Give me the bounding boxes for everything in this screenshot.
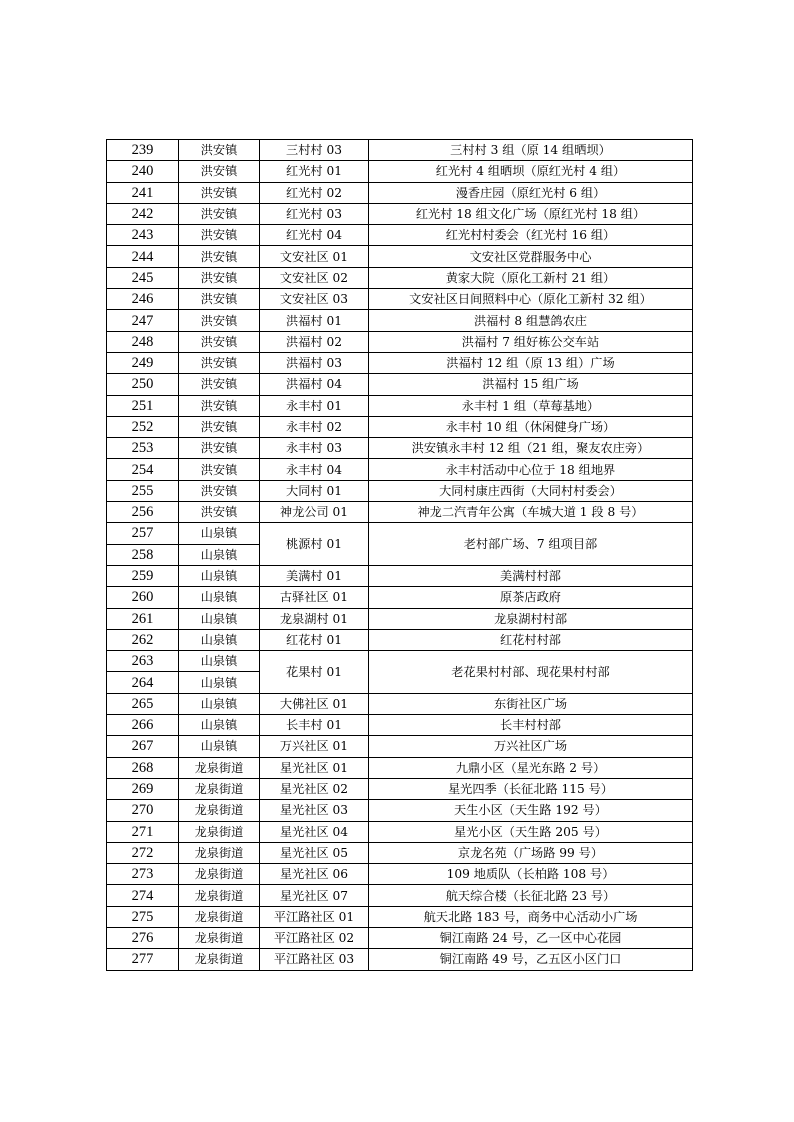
table-row xyxy=(107,267,693,288)
table-row xyxy=(107,715,693,736)
cell-no: 260 xyxy=(107,587,179,608)
cell-town: 洪安镇 xyxy=(179,182,260,203)
cell-unit: 永丰村 03 xyxy=(260,438,369,459)
cell-unit: 文安社区 03 xyxy=(260,289,369,310)
cell-no: 265 xyxy=(107,693,179,714)
cell-town: 洪安镇 xyxy=(179,310,260,331)
cell-site: 永丰村 10 组（休闲健身广场） xyxy=(369,416,693,437)
table-row xyxy=(107,246,693,267)
cell-no: 251 xyxy=(107,395,179,416)
cell-no: 263 xyxy=(107,651,179,672)
cell-no: 277 xyxy=(107,949,179,970)
cell-town: 龙泉街道 xyxy=(179,757,260,778)
cell-no: 239 xyxy=(107,140,179,161)
cell-town: 龙泉街道 xyxy=(179,778,260,799)
cell-unit: 平江路社区 01 xyxy=(260,906,369,927)
cell-no: 257 xyxy=(107,523,179,544)
cell-town: 山泉镇 xyxy=(179,544,260,565)
cell-site: 星光小区（天生路 205 号） xyxy=(369,821,693,842)
cell-site: 109 地质队（长柏路 108 号） xyxy=(369,864,693,885)
table-row xyxy=(107,395,693,416)
cell-site: 原茶店政府 xyxy=(369,587,693,608)
cell-town: 龙泉街道 xyxy=(179,800,260,821)
cell-site: 神龙二汽青年公寓（车城大道 1 段 8 号） xyxy=(369,502,693,523)
cell-unit: 红光村 03 xyxy=(260,203,369,224)
cell-site: 永丰村活动中心位于 18 组地界 xyxy=(369,459,693,480)
cell-unit: 星光社区 05 xyxy=(260,842,369,863)
table-row xyxy=(107,203,693,224)
cell-town: 洪安镇 xyxy=(179,459,260,480)
table-row xyxy=(107,800,693,821)
table-row xyxy=(107,331,693,352)
cell-site: 航天北路 183 号，商务中心活动小广场 xyxy=(369,906,693,927)
cell-unit: 洪福村 02 xyxy=(260,331,369,352)
cell-unit: 永丰村 01 xyxy=(260,395,369,416)
table-row xyxy=(107,310,693,331)
cell-no: 264 xyxy=(107,672,179,693)
cell-town: 山泉镇 xyxy=(179,736,260,757)
cell-site: 航天综合楼（长征北路 23 号） xyxy=(369,885,693,906)
cell-unit: 星光社区 04 xyxy=(260,821,369,842)
table-row xyxy=(107,225,693,246)
cell-no: 266 xyxy=(107,715,179,736)
cell-site: 红光村 4 组晒坝（原红光村 4 组） xyxy=(369,161,693,182)
cell-town: 山泉镇 xyxy=(179,693,260,714)
site-table-body xyxy=(107,140,693,971)
cell-no: 240 xyxy=(107,161,179,182)
cell-site: 长丰村村部 xyxy=(369,715,693,736)
cell-unit: 龙泉湖村 01 xyxy=(260,608,369,629)
cell-town: 山泉镇 xyxy=(179,629,260,650)
cell-town: 山泉镇 xyxy=(179,523,260,544)
cell-unit: 星光社区 06 xyxy=(260,864,369,885)
cell-site: 万兴社区广场 xyxy=(369,736,693,757)
table-row xyxy=(107,140,693,161)
cell-no: 243 xyxy=(107,225,179,246)
table-row xyxy=(107,352,693,373)
table-row xyxy=(107,885,693,906)
cell-unit: 文安社区 01 xyxy=(260,246,369,267)
cell-town: 龙泉街道 xyxy=(179,949,260,970)
cell-site: 洪福村 7 组好栋公交车站 xyxy=(369,331,693,352)
cell-site: 大同村康庄西街（大同村村委会） xyxy=(369,480,693,501)
cell-unit: 平江路社区 03 xyxy=(260,949,369,970)
cell-town: 洪安镇 xyxy=(179,438,260,459)
cell-site: 文安社区日间照料中心（原化工新村 32 组） xyxy=(369,289,693,310)
cell-site: 漫香庄园（原红光村 6 组） xyxy=(369,182,693,203)
table-row xyxy=(107,161,693,182)
cell-site: 老花果村村部、现花果村村部 xyxy=(369,651,693,694)
cell-site: 龙泉湖村村部 xyxy=(369,608,693,629)
cell-unit: 神龙公司 01 xyxy=(260,502,369,523)
cell-no: 271 xyxy=(107,821,179,842)
cell-town: 洪安镇 xyxy=(179,416,260,437)
cell-town: 龙泉街道 xyxy=(179,885,260,906)
cell-no: 252 xyxy=(107,416,179,437)
table-row xyxy=(107,182,693,203)
cell-unit: 红光村 04 xyxy=(260,225,369,246)
table-row xyxy=(107,608,693,629)
cell-no: 258 xyxy=(107,544,179,565)
cell-unit: 永丰村 02 xyxy=(260,416,369,437)
cell-town: 山泉镇 xyxy=(179,565,260,586)
cell-site: 美满村村部 xyxy=(369,565,693,586)
table-row xyxy=(107,821,693,842)
cell-no: 267 xyxy=(107,736,179,757)
table-row xyxy=(107,949,693,970)
table-row xyxy=(107,289,693,310)
cell-town: 洪安镇 xyxy=(179,225,260,246)
cell-no: 241 xyxy=(107,182,179,203)
cell-town: 洪安镇 xyxy=(179,203,260,224)
cell-town: 洪安镇 xyxy=(179,289,260,310)
cell-unit: 星光社区 07 xyxy=(260,885,369,906)
cell-site: 三村村 3 组（原 14 组晒坝） xyxy=(369,140,693,161)
cell-no: 269 xyxy=(107,778,179,799)
cell-unit: 平江路社区 02 xyxy=(260,927,369,948)
cell-no: 244 xyxy=(107,246,179,267)
cell-no: 253 xyxy=(107,438,179,459)
cell-site: 永丰村 1 组（草莓基地） xyxy=(369,395,693,416)
cell-town: 洪安镇 xyxy=(179,480,260,501)
cell-no: 270 xyxy=(107,800,179,821)
cell-site: 洪安镇永丰村 12 组（21 组，聚友农庄旁） xyxy=(369,438,693,459)
cell-site: 东街社区广场 xyxy=(369,693,693,714)
cell-site: 洪福村 8 组慧鸽农庄 xyxy=(369,310,693,331)
cell-site: 九鼎小区（星光东路 2 号） xyxy=(369,757,693,778)
cell-no: 268 xyxy=(107,757,179,778)
table-row xyxy=(107,757,693,778)
cell-unit: 红光村 01 xyxy=(260,161,369,182)
cell-unit: 三村村 03 xyxy=(260,140,369,161)
cell-unit: 红光村 02 xyxy=(260,182,369,203)
cell-unit: 洪福村 01 xyxy=(260,310,369,331)
cell-no: 246 xyxy=(107,289,179,310)
cell-no: 272 xyxy=(107,842,179,863)
cell-no: 248 xyxy=(107,331,179,352)
cell-unit: 洪福村 04 xyxy=(260,374,369,395)
cell-town: 洪安镇 xyxy=(179,161,260,182)
table-row xyxy=(107,693,693,714)
cell-town: 洪安镇 xyxy=(179,331,260,352)
cell-no: 247 xyxy=(107,310,179,331)
cell-town: 山泉镇 xyxy=(179,587,260,608)
cell-no: 261 xyxy=(107,608,179,629)
cell-town: 洪安镇 xyxy=(179,246,260,267)
table-row xyxy=(107,523,693,544)
cell-unit: 大佛社区 01 xyxy=(260,693,369,714)
table-row xyxy=(107,438,693,459)
table-row xyxy=(107,906,693,927)
cell-unit: 长丰村 01 xyxy=(260,715,369,736)
cell-unit: 古驿社区 01 xyxy=(260,587,369,608)
cell-unit: 星光社区 02 xyxy=(260,778,369,799)
cell-unit: 洪福村 03 xyxy=(260,352,369,373)
cell-site: 天生小区（天生路 192 号） xyxy=(369,800,693,821)
cell-unit: 桃源村 01 xyxy=(260,523,369,566)
cell-no: 245 xyxy=(107,267,179,288)
cell-unit: 大同村 01 xyxy=(260,480,369,501)
cell-town: 山泉镇 xyxy=(179,715,260,736)
cell-unit: 万兴社区 01 xyxy=(260,736,369,757)
table-row xyxy=(107,565,693,586)
table-row xyxy=(107,778,693,799)
cell-site: 红光村村委会（红光村 16 组） xyxy=(369,225,693,246)
cell-town: 洪安镇 xyxy=(179,374,260,395)
cell-no: 256 xyxy=(107,502,179,523)
cell-town: 山泉镇 xyxy=(179,651,260,672)
table-row xyxy=(107,629,693,650)
cell-no: 249 xyxy=(107,352,179,373)
table-row xyxy=(107,864,693,885)
cell-no: 276 xyxy=(107,927,179,948)
cell-town: 山泉镇 xyxy=(179,672,260,693)
cell-no: 259 xyxy=(107,565,179,586)
cell-no: 262 xyxy=(107,629,179,650)
table-row xyxy=(107,927,693,948)
cell-site: 铜江南路 24 号，乙一区中心花园 xyxy=(369,927,693,948)
cell-town: 龙泉街道 xyxy=(179,821,260,842)
cell-town: 洪安镇 xyxy=(179,352,260,373)
cell-no: 275 xyxy=(107,906,179,927)
cell-unit: 星光社区 03 xyxy=(260,800,369,821)
cell-town: 龙泉街道 xyxy=(179,842,260,863)
table-row xyxy=(107,374,693,395)
table-row xyxy=(107,502,693,523)
cell-site: 老村部广场、7 组项目部 xyxy=(369,523,693,566)
cell-site: 文安社区党群服务中心 xyxy=(369,246,693,267)
cell-no: 274 xyxy=(107,885,179,906)
cell-unit: 文安社区 02 xyxy=(260,267,369,288)
cell-no: 255 xyxy=(107,480,179,501)
table-row xyxy=(107,480,693,501)
table-row xyxy=(107,416,693,437)
cell-unit: 花果村 01 xyxy=(260,651,369,694)
cell-no: 242 xyxy=(107,203,179,224)
cell-town: 洪安镇 xyxy=(179,395,260,416)
cell-town: 山泉镇 xyxy=(179,608,260,629)
cell-unit: 星光社区 01 xyxy=(260,757,369,778)
cell-town: 洪安镇 xyxy=(179,502,260,523)
cell-unit: 美满村 01 xyxy=(260,565,369,586)
cell-unit: 红花村 01 xyxy=(260,629,369,650)
cell-site: 洪福村 12 组（原 13 组）广场 xyxy=(369,352,693,373)
site-table xyxy=(106,139,693,971)
cell-town: 龙泉街道 xyxy=(179,864,260,885)
cell-no: 250 xyxy=(107,374,179,395)
table-row xyxy=(107,459,693,480)
table-row xyxy=(107,736,693,757)
cell-site: 洪福村 15 组广场 xyxy=(369,374,693,395)
cell-site: 京龙名苑（广场路 99 号） xyxy=(369,842,693,863)
cell-site: 红花村村部 xyxy=(369,629,693,650)
cell-town: 洪安镇 xyxy=(179,140,260,161)
table-row xyxy=(107,587,693,608)
cell-site: 红光村 18 组文化广场（原红光村 18 组） xyxy=(369,203,693,224)
cell-site: 星光四季（长征北路 115 号） xyxy=(369,778,693,799)
cell-site: 黄家大院（原化工新村 21 组） xyxy=(369,267,693,288)
cell-no: 254 xyxy=(107,459,179,480)
cell-site: 铜江南路 49 号，乙五区小区门口 xyxy=(369,949,693,970)
cell-town: 龙泉街道 xyxy=(179,906,260,927)
cell-no: 273 xyxy=(107,864,179,885)
table-row xyxy=(107,651,693,672)
cell-unit: 永丰村 04 xyxy=(260,459,369,480)
cell-town: 洪安镇 xyxy=(179,267,260,288)
table-row xyxy=(107,842,693,863)
cell-town: 龙泉街道 xyxy=(179,927,260,948)
